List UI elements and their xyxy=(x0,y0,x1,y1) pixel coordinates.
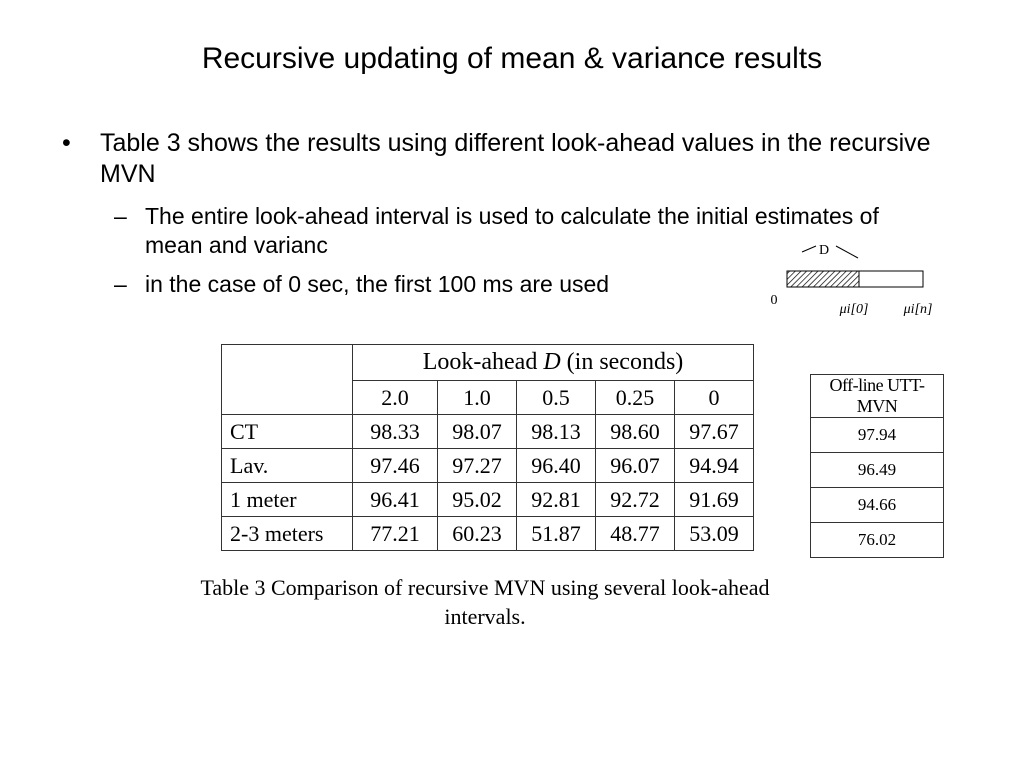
table-cell: 98.07 xyxy=(438,415,517,449)
col-header: 2.0 xyxy=(353,381,438,415)
table-cell: 97.27 xyxy=(438,449,517,483)
table-cell: 77.21 xyxy=(353,517,438,551)
mu0-label: μi[0] xyxy=(839,302,869,317)
look-ahead-header: Look-ahead D (in seconds) xyxy=(353,345,754,381)
table-cell: 60.23 xyxy=(438,517,517,551)
bullet-marker: • xyxy=(62,129,71,157)
remaining-interval xyxy=(859,271,923,287)
sub-bullet-marker: – xyxy=(114,203,127,229)
offline-utt-mvn-table xyxy=(810,374,944,558)
col-header: 0 xyxy=(675,381,754,415)
col-header: 1.0 xyxy=(438,381,517,415)
table-cell: 96.07 xyxy=(596,449,675,483)
table-cell: 97.67 xyxy=(675,415,754,449)
table-cell: 53.09 xyxy=(675,517,754,551)
table-caption xyxy=(150,573,820,631)
table-cell: 92.81 xyxy=(517,483,596,517)
col-header: 0.25 xyxy=(596,381,675,415)
table-cell: 98.33 xyxy=(353,415,438,449)
offline-header-row xyxy=(811,375,944,418)
table-cell: 92.72 xyxy=(596,483,675,517)
caption-line-1: Table 3 Comparison of recursive MVN using several look-ahead xyxy=(200,575,770,600)
table-cell: 97.46 xyxy=(353,449,438,483)
row-label: Lav. xyxy=(222,449,353,483)
sub-bullet-text: The entire look-ahead interval is used to calculate the initial estimates of mean and varianc xyxy=(145,203,879,258)
table-cell: 51.87 xyxy=(517,517,596,551)
caption-line-2: intervals. xyxy=(444,604,526,629)
sub-bullet-marker: – xyxy=(114,271,127,297)
table-cell: 96.41 xyxy=(353,483,438,517)
row-label: 2-3 meters xyxy=(222,517,353,551)
table-cell: 91.69 xyxy=(675,483,754,517)
span-line-right xyxy=(836,246,858,258)
look-ahead-diagram xyxy=(760,238,950,322)
table-cell: 94.94 xyxy=(675,449,754,483)
sub-bullet-text: in the case of 0 sec, the first 100 ms are used xyxy=(145,271,610,297)
table-row xyxy=(811,523,944,558)
table-cell: 95.02 xyxy=(438,483,517,517)
row-label: 1 meter xyxy=(222,483,353,517)
table-row xyxy=(222,517,754,551)
span-line-left xyxy=(802,246,816,252)
table-row xyxy=(222,483,754,517)
offline-cell: 96.49 xyxy=(811,453,944,488)
table-row xyxy=(222,449,754,483)
empty-corner-cell xyxy=(222,345,353,415)
table-cell: 96.40 xyxy=(517,449,596,483)
table-header-row xyxy=(222,345,754,381)
row-label: CT xyxy=(222,415,353,449)
offline-cell: 76.02 xyxy=(811,523,944,558)
table-row xyxy=(811,453,944,488)
table-cell: 98.13 xyxy=(517,415,596,449)
hatched-interval xyxy=(787,271,859,287)
offline-header: Off-line UTT-MVN xyxy=(811,375,944,418)
col-header: 0.5 xyxy=(517,381,596,415)
origin-label: 0 xyxy=(770,293,778,308)
span-label: D xyxy=(818,243,830,258)
offline-cell: 94.66 xyxy=(811,488,944,523)
table-cell: 98.60 xyxy=(596,415,675,449)
table-3 xyxy=(221,344,754,551)
table-row xyxy=(811,488,944,523)
table-cell: 48.77 xyxy=(596,517,675,551)
table-row xyxy=(811,418,944,453)
slide-title: Recursive updating of mean & variance results xyxy=(201,42,823,75)
offline-cell: 97.94 xyxy=(811,418,944,453)
bullet-text: Table 3 shows the results using different look-ahead values in the recursive MVN xyxy=(100,129,931,188)
table-row xyxy=(222,415,754,449)
mun-label: μi[n] xyxy=(903,302,933,317)
